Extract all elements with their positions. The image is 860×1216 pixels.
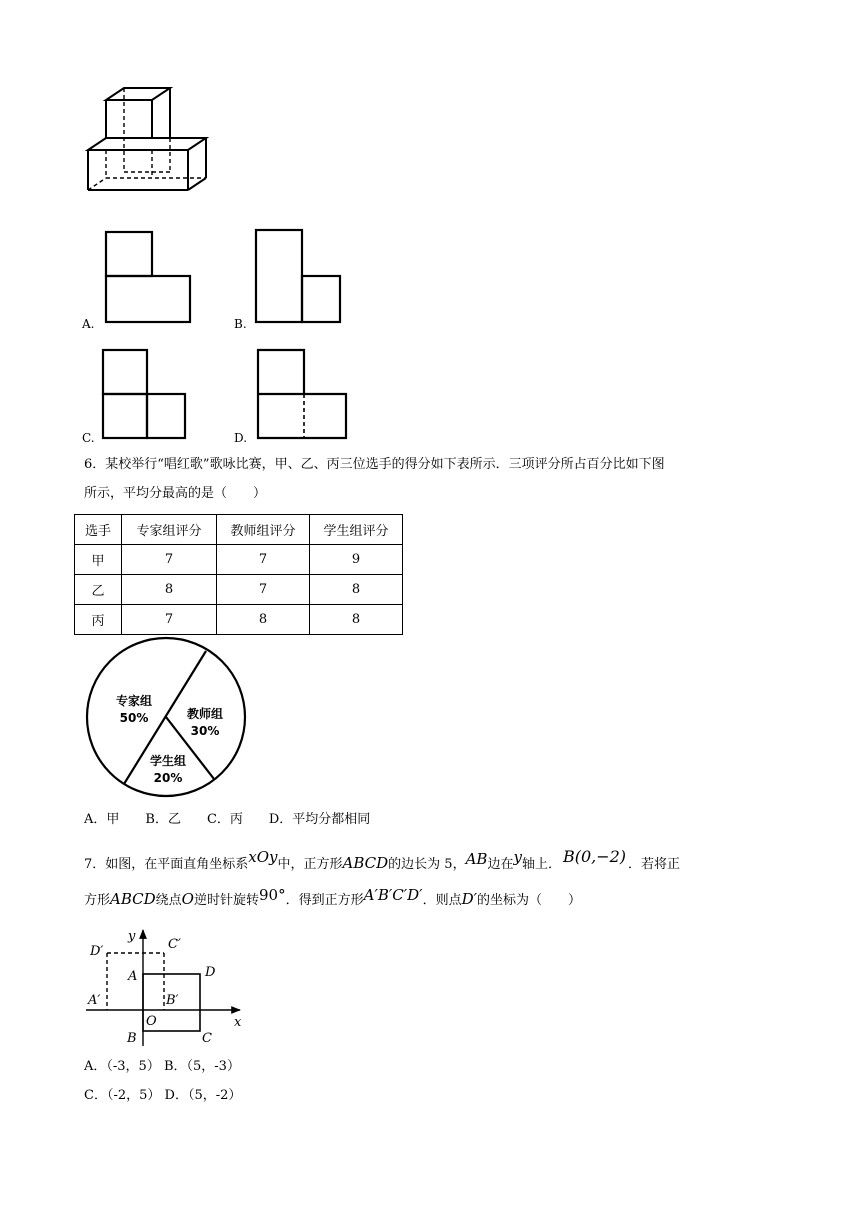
q7-math-point-b: B(0,−2) <box>562 847 627 866</box>
table-header-cell: 教师组评分 <box>217 515 310 545</box>
table-cell: 8 <box>122 575 217 605</box>
q7-text: 轴上． <box>521 857 561 872</box>
option-a-label: A. <box>82 317 95 331</box>
pie-slice-pct: 20% <box>153 771 183 785</box>
table-cell: 甲 <box>75 545 122 575</box>
label-a-prime: A′ <box>88 993 101 1008</box>
table-cell: 7 <box>217 545 310 575</box>
label-y: y <box>128 929 136 944</box>
q7-text: 7．如图，在平面直角坐标系 <box>84 857 249 872</box>
q7-text: 中，正方形 <box>277 857 343 872</box>
table-cell: 8 <box>217 605 310 635</box>
q7-option-d[interactable]: D．（5，-2） <box>164 1088 242 1103</box>
option-b-label: B. <box>234 317 247 331</box>
q7-text: 的边长为 5， <box>388 857 466 872</box>
label-b: B <box>127 1031 137 1046</box>
q7-text: ．若将正 <box>628 857 681 872</box>
pie-slice-label: 教师组 <box>186 707 224 721</box>
q7-text: ．得到正方形 <box>285 893 364 908</box>
q7-math-square2: A′B′C′D′ <box>363 886 423 904</box>
label-o: O <box>146 1014 157 1029</box>
q7-text: 方形 <box>84 893 111 908</box>
q7-option-a[interactable]: A．（-3，5） <box>84 1059 160 1074</box>
q7-text: 逆时针旋转 <box>193 893 259 908</box>
q7-option-b[interactable]: B．（5，-3） <box>163 1059 240 1074</box>
q7-text: 绕点 <box>155 893 182 908</box>
table-cell: 8 <box>310 575 403 605</box>
label-c-prime: C′ <box>168 937 181 952</box>
q7-math-o: O <box>181 890 194 908</box>
q7-math-dprime: D′ <box>461 890 478 908</box>
table-header-cell: 专家组评分 <box>122 515 217 545</box>
label-a: A <box>128 969 138 984</box>
q7-math-y: y <box>513 848 522 866</box>
table-cell: 乙 <box>75 575 122 605</box>
q7-text: 的坐标为（ ） <box>477 893 582 908</box>
pie-slice-pct: 50% <box>119 711 149 725</box>
q7-math-ab: AB <box>465 850 488 868</box>
q7-option-row-1[interactable] <box>84 1054 240 1080</box>
option-d-label: D. <box>234 431 248 445</box>
q7-math-abcd: ABCD <box>342 854 389 872</box>
q7-option-c[interactable]: C．（-2，5） <box>84 1088 161 1103</box>
table-cell: 丙 <box>75 605 122 635</box>
q7-math-xoy: xOy <box>248 848 278 866</box>
table-cell: 7 <box>217 575 310 605</box>
table-cell: 8 <box>310 605 403 635</box>
q7-option-row-2[interactable] <box>84 1083 241 1109</box>
table-cell: 7 <box>122 605 217 635</box>
q6-options[interactable]: A．甲 B．乙 C．丙 D．平均分都相同 <box>84 812 371 827</box>
pie-slice-pct: 30% <box>190 724 220 738</box>
table-header-cell: 学生组评分 <box>310 515 403 545</box>
label-c: C <box>202 1031 212 1046</box>
q7-math-abcd: ABCD <box>110 890 156 908</box>
table-cell: 7 <box>122 545 217 575</box>
q6-stem-line2: 所示，平均分最高的是（ ） <box>84 486 267 501</box>
label-b-prime: B′ <box>166 993 179 1008</box>
table-header-cell: 选手 <box>75 515 122 545</box>
q7-text: 边在 <box>487 857 514 872</box>
label-d-prime: D′ <box>90 944 104 959</box>
pie-slice-label: 专家组 <box>115 694 153 708</box>
q7-text: ．则点 <box>422 893 462 908</box>
table-cell: 9 <box>310 545 403 575</box>
label-d: D <box>205 965 216 980</box>
q6-stem-line1: 6．某校举行“唱红歌”歌咏比赛，甲、乙、丙三位选手的得分如下表所示．三项评分所占百分比如下图 <box>84 457 665 472</box>
pie-slice-label: 学生组 <box>149 754 187 768</box>
label-x: x <box>234 1015 242 1030</box>
q7-math-angle: 90° <box>259 886 286 904</box>
option-c-label: C. <box>82 431 95 445</box>
